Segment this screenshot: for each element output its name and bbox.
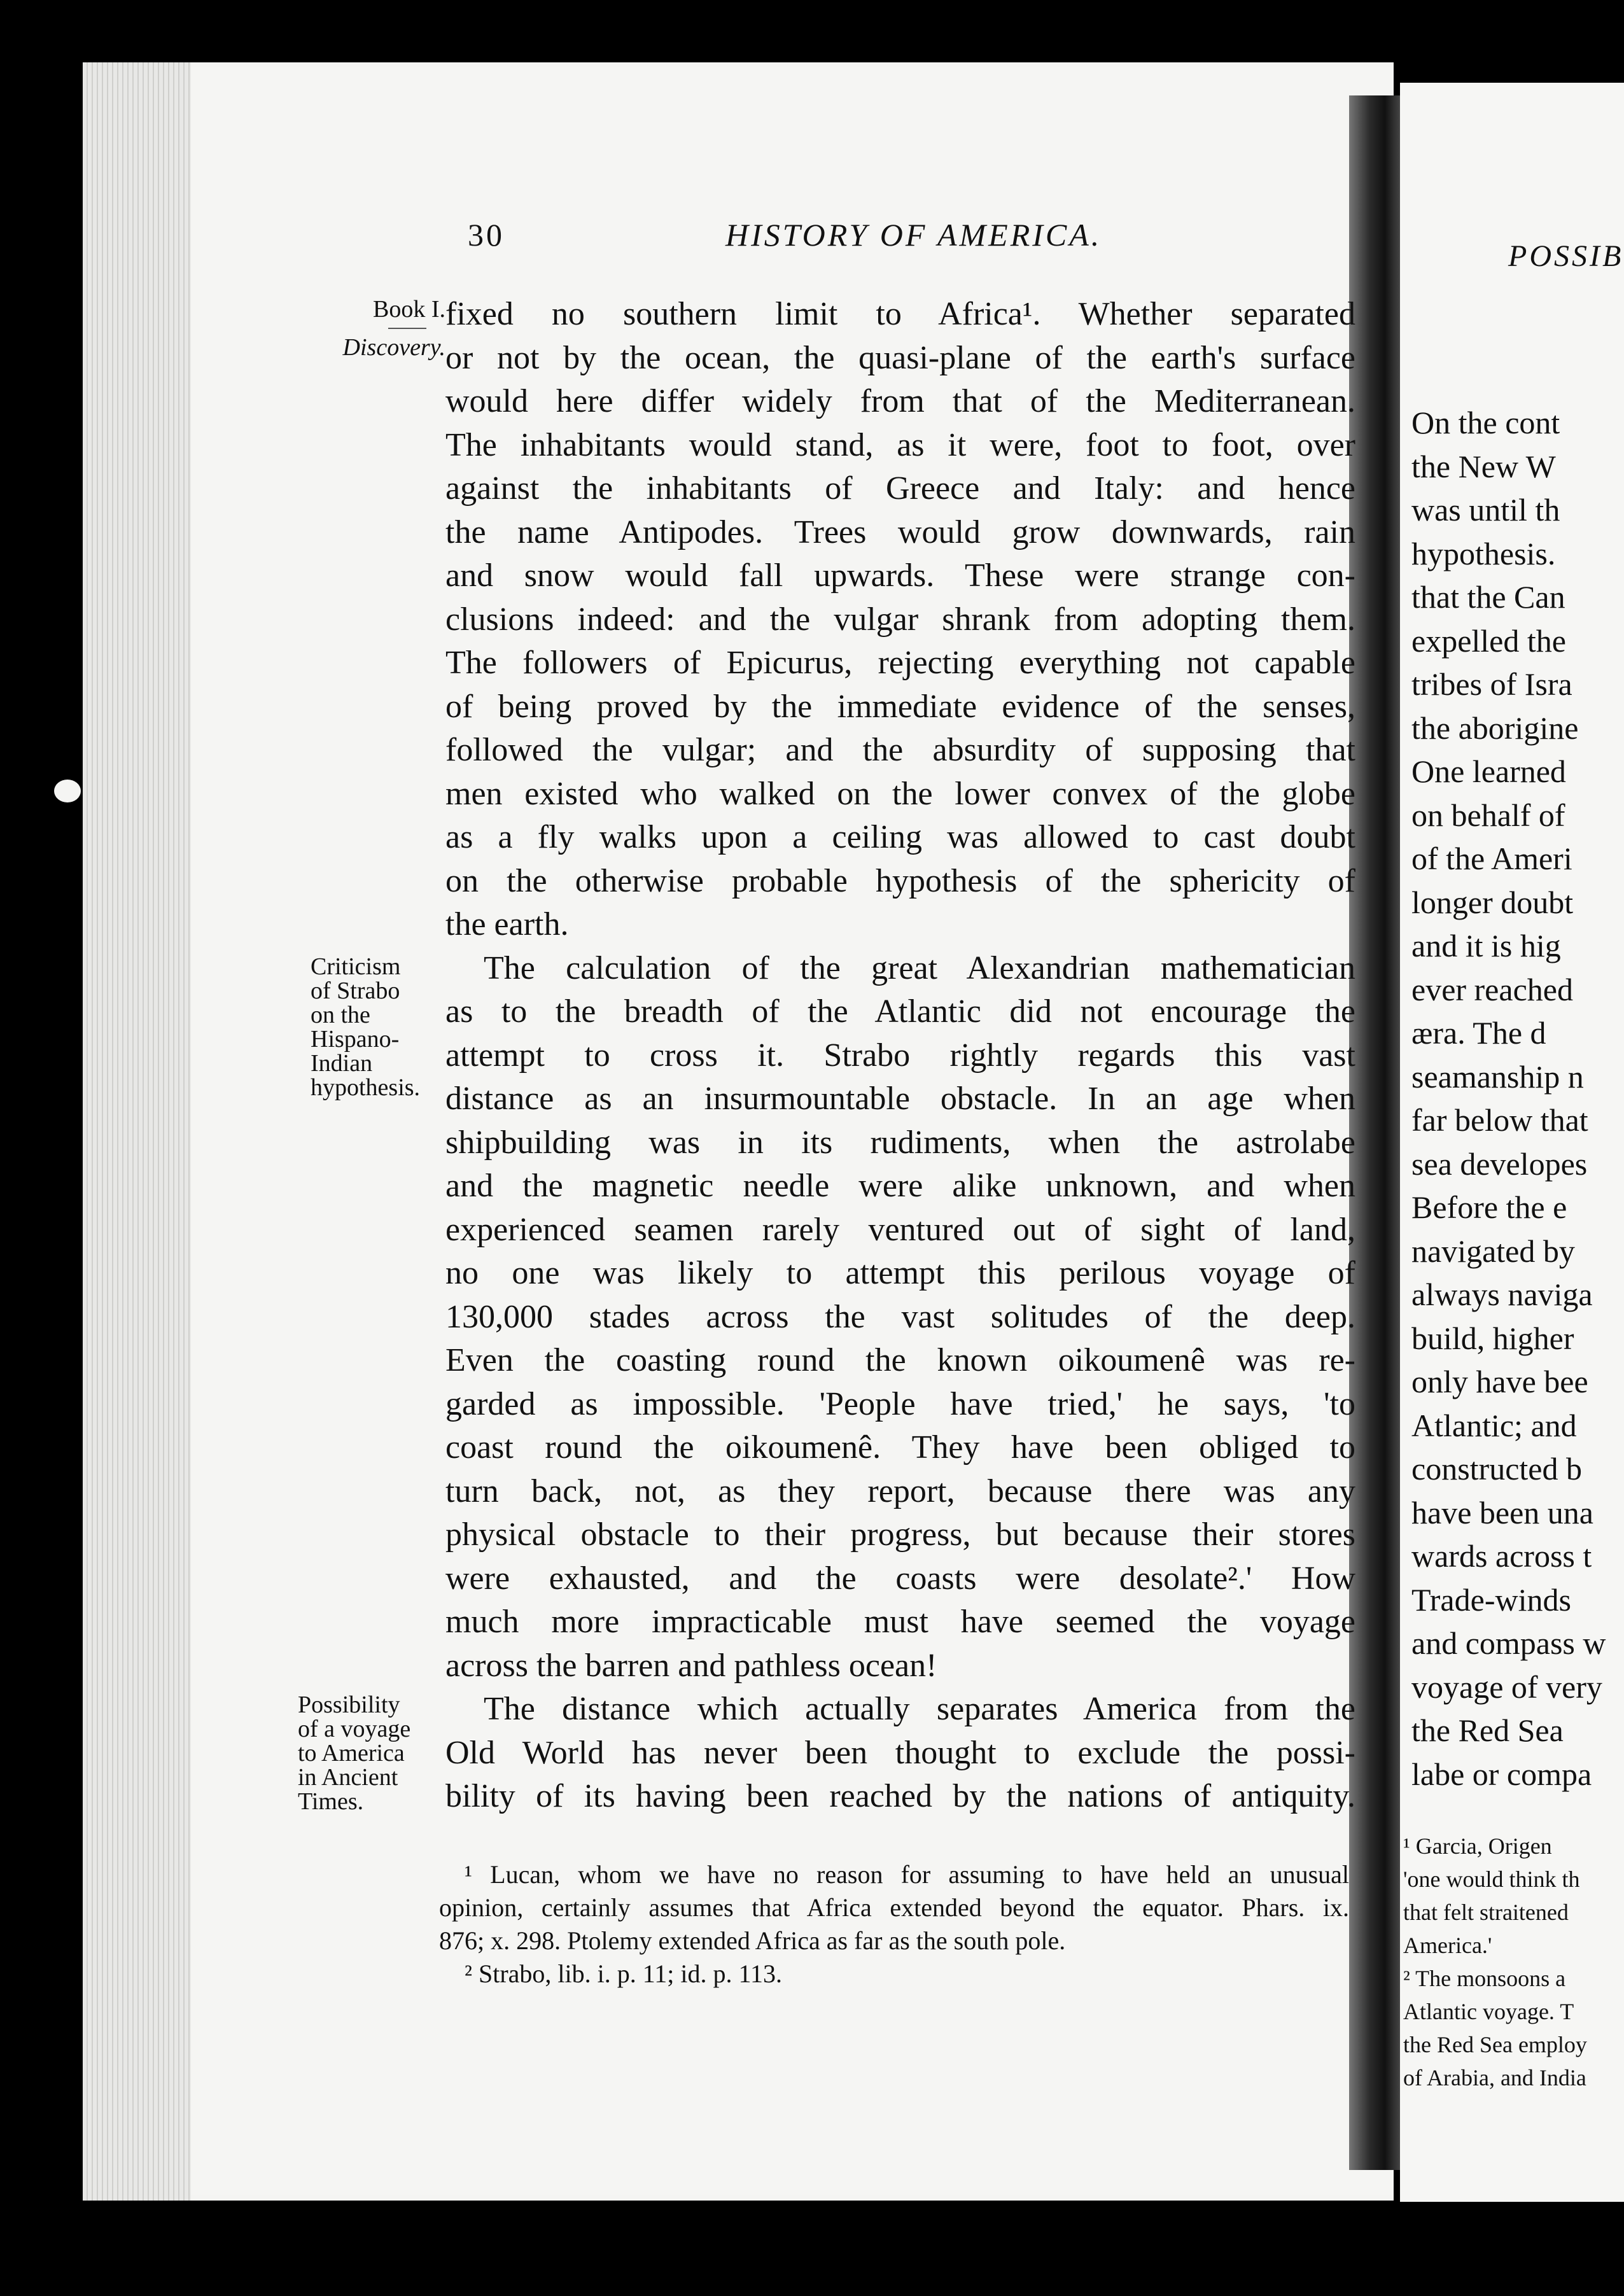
margin-book-label	[331, 297, 445, 360]
text-line: sea developes	[1411, 1145, 1588, 1182]
text-line: that the Can	[1411, 579, 1565, 615]
footnote-line: of Arabia, and India	[1403, 2065, 1586, 2090]
footnote-line: ¹ Garcia, Origen	[1403, 1833, 1552, 1859]
text-line: as a fly walks upon a ceiling was allowed to cast doubt	[445, 819, 1355, 855]
text-line: The inhabitants would stand, as it were, foot to foot, over	[445, 426, 1355, 463]
text-line: and the magnetic needle were alike unknown, and when	[445, 1168, 1355, 1204]
text-line: men existed who walked on the lower convex of the globe	[445, 775, 1355, 812]
sidenote-possibility	[298, 1693, 444, 1814]
right-page-text	[1411, 401, 1606, 1796]
margin-book: Book I.	[373, 296, 445, 323]
text-line: the name Antipodes. Trees would grow downwards, rain	[445, 514, 1355, 550]
text-line: coast round the oikoumenê. They have been obliged to	[445, 1429, 1355, 1466]
text-line: physical obstacle to their progress, but because their stores	[445, 1516, 1355, 1553]
paper-speck	[54, 780, 81, 802]
text-line: On the cont	[1411, 405, 1560, 440]
text-line: no one was likely to attempt this perilous voyage of	[445, 1255, 1355, 1291]
right-page	[1400, 83, 1624, 2202]
text-line: wards across t	[1411, 1538, 1592, 1574]
running-head-title: HISTORY OF AMERICA.	[725, 217, 1102, 253]
text-line: the aborigine	[1411, 710, 1579, 746]
text-line: and snow would fall upwards. These were strange con-	[445, 557, 1355, 594]
text-line: followed the vulgar; and the absurdity of supposing that	[445, 732, 1355, 768]
text-line: The distance which actually separates America from the	[484, 1691, 1355, 1727]
text-line: of being proved by the immediate evidence of the senses,	[445, 688, 1355, 725]
text-line: attempt to cross it. Strabo rightly regards this vast	[445, 1037, 1355, 1074]
text-line: of the Ameri	[1411, 841, 1572, 876]
footnote-line: 'one would think th	[1403, 1866, 1580, 1892]
text-line: fixed no southern limit to Africa¹. Whether separated	[445, 296, 1355, 332]
footnote-line: ² Strabo, lib. i. p. 11; id. p. 113.	[465, 1959, 783, 1988]
book-gutter	[1349, 95, 1400, 2170]
footnote-line: ² The monsoons a	[1403, 1966, 1566, 1991]
text-line: expelled the	[1411, 622, 1566, 659]
text-line: the Red Sea	[1411, 1712, 1564, 1748]
text-line: and compass w	[1411, 1625, 1606, 1661]
footnote-line: the Red Sea employ	[1403, 2032, 1587, 2057]
text-line: seamanship n	[1411, 1058, 1584, 1095]
text-line: across the barren and pathless ocean!	[445, 1647, 937, 1684]
text-line: longer doubt	[1411, 884, 1574, 920]
footnote-line: Atlantic voyage. T	[1403, 1999, 1574, 2024]
footnote-line: opinion, certainly assumes that Africa extended beyond the equator. Phars. ix.	[439, 1893, 1349, 1922]
sidenote-line: in Ancient	[298, 1764, 398, 1791]
text-line: against the inhabitants of Greece and Italy: and hence	[445, 470, 1355, 507]
text-line: as to the breadth of the Atlantic did not encourage the	[445, 993, 1355, 1030]
page-number: 30	[468, 217, 505, 253]
text-line: have been una	[1411, 1494, 1593, 1530]
footnote-line: America.'	[1403, 1933, 1492, 1958]
text-line: build, higher	[1411, 1320, 1574, 1356]
text-line: One learned	[1411, 753, 1566, 789]
sidenote-line: of a voyage	[298, 1716, 411, 1742]
text-line: the New W	[1411, 448, 1556, 484]
text-line: Before the e	[1411, 1189, 1567, 1225]
sidenote-line: to America	[298, 1740, 405, 1767]
text-line: tribes of Isra	[1411, 666, 1572, 702]
text-line: was until th	[1411, 492, 1560, 528]
text-line: on behalf of	[1411, 797, 1565, 833]
main-text	[445, 293, 1355, 1819]
page-edges	[83, 62, 191, 2201]
text-line: Trade-winds	[1411, 1581, 1571, 1618]
sidenote-line: hypothesis.	[311, 1074, 421, 1101]
sidenote-line: Times.	[298, 1788, 364, 1815]
footnote-line: ¹ Lucan, whom we have no reason for assuming to have held an unusual	[465, 1860, 1349, 1889]
sidenote-line: on the	[311, 1002, 370, 1028]
sidenote-line: Hispano-	[311, 1026, 400, 1053]
text-line: shipbuilding was in its rudiments, when the astrolabe	[445, 1124, 1355, 1161]
text-line: labe or compa	[1411, 1756, 1592, 1792]
text-line: 130,000 stades across the vast solitudes of the deep.	[445, 1298, 1355, 1335]
text-line: æra. The d	[1411, 1015, 1546, 1051]
text-line: experienced seamen rarely ventured out of sight of land,	[445, 1211, 1355, 1248]
text-line: ever reached	[1411, 971, 1573, 1007]
text-line: clusions indeed: and the vulgar shrank from adopting them.	[445, 601, 1355, 638]
text-line: much more impracticable must have seemed the voyage	[445, 1604, 1355, 1640]
footnote-line: 876; x. 298. Ptolemy extended Africa as far as the south pole.	[439, 1926, 1066, 1955]
sidenote-line: Criticism	[311, 953, 401, 980]
text-line: voyage of very	[1411, 1669, 1602, 1705]
margin-section: Discovery.	[342, 334, 445, 361]
sidenote-line: Possibility	[298, 1691, 400, 1718]
text-line: garded as impossible. 'People have tried,' he says, 'to	[445, 1385, 1355, 1422]
text-line: turn back, not, as they report, because there was any	[445, 1473, 1355, 1509]
text-line: hypothesis.	[1411, 535, 1556, 571]
text-line: Atlantic; and	[1411, 1407, 1577, 1443]
footnote-line: that felt straitened	[1403, 1900, 1569, 1925]
text-line: always naviga	[1411, 1277, 1593, 1312]
sidenote-line: of Strabo	[311, 977, 400, 1004]
text-line: the earth.	[445, 906, 569, 942]
footnotes	[439, 1858, 1349, 1991]
text-line: constructed b	[1411, 1451, 1582, 1487]
text-line: and it is hig	[1411, 928, 1561, 963]
right-page-footnotes	[1403, 1830, 1587, 2094]
text-line: far below that	[1411, 1102, 1588, 1138]
margin-rule	[388, 328, 426, 329]
text-line: navigated by	[1411, 1233, 1575, 1269]
right-running-head: POSSIB	[1508, 239, 1624, 273]
text-line: Even the coasting round the known oikoumenê was re-	[445, 1342, 1355, 1378]
text-line: only have bee	[1411, 1364, 1588, 1399]
sidenote-criticism	[311, 955, 451, 1100]
text-line: or not by the ocean, the quasi-plane of the earth's surface	[445, 339, 1355, 376]
text-line: The calculation of the great Alexandrian mathematician	[484, 949, 1355, 986]
text-line: on the otherwise probable hypothesis of the sphericity of	[445, 862, 1355, 899]
text-line: bility of its having been reached by the nations of antiquity.	[445, 1778, 1355, 1814]
text-line: were exhausted, and the coasts were desolate².' How	[445, 1560, 1355, 1597]
text-line: distance as an insurmountable obstacle. In an age when	[445, 1081, 1355, 1117]
sidenote-line: Indian	[311, 1050, 373, 1077]
text-line: The followers of Epicurus, rejecting everything not capable	[445, 645, 1355, 681]
text-line: Old World has never been thought to exclude the possi-	[445, 1734, 1355, 1771]
text-line: would here differ widely from that of the Mediterranean.	[445, 383, 1355, 419]
